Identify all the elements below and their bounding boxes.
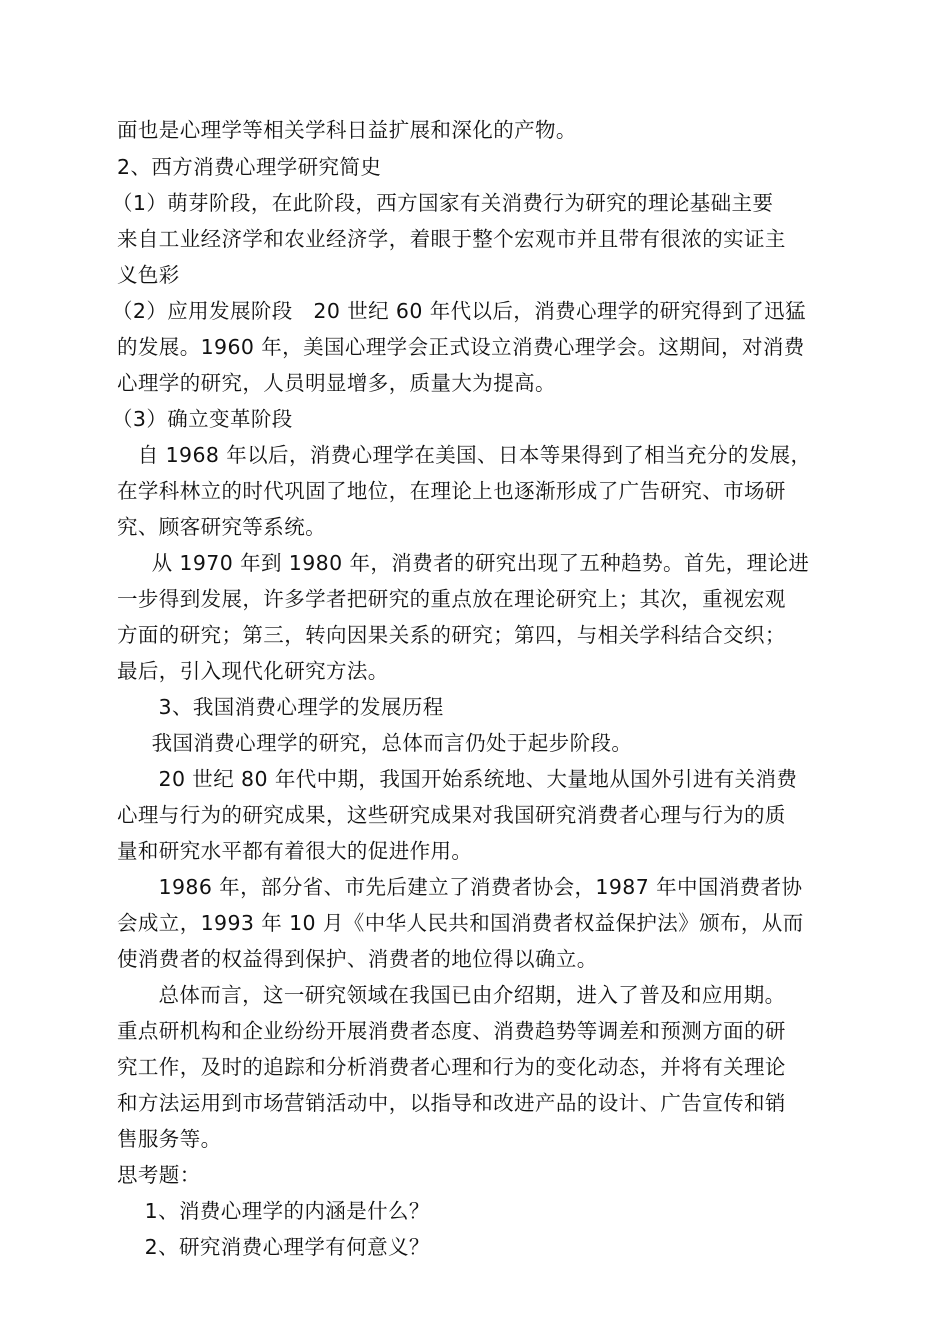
text-line: 量和研究水平都有着很大的促进作用。: [117, 839, 473, 863]
question-item: 2、研究消费心理学有何意义？: [117, 1235, 430, 1259]
text-line: 心理学的研究，人员明显增多，质量大为提高。: [117, 371, 556, 395]
text-line: 方面的研究；第三，转向因果关系的研究；第四，与相关学科结合交织；: [117, 623, 786, 647]
text-line: 和方法运用到市场营销活动中，以指导和改进产品的设计、广告宣传和销: [117, 1091, 786, 1115]
text-line: 总体而言，这一研究领域在我国已由介绍期，进入了普及和应用期。: [117, 983, 786, 1007]
subsection-heading: （3）确立变革阶段: [112, 407, 293, 431]
questions-heading: 思考题：: [117, 1163, 201, 1187]
text-line: 的发展。1960 年，美国心理学会正式设立消费心理学会。这期间，对消费: [117, 335, 805, 359]
text-line: 自 1968 年以后，消费心理学在美国、日本等果得到了相当充分的发展，: [117, 443, 812, 467]
text-line: 20 世纪 80 年代中期，我国开始系统地、大量地从国外引进有关消费: [117, 767, 798, 791]
text-line: 1986 年，部分省、市先后建立了消费者协会，1987 年中国消费者协: [117, 875, 803, 899]
question-item: 1、消费心理学的内涵是什么？: [117, 1199, 430, 1223]
text-line: 我国消费心理学的研究，总体而言仍处于起步阶段。: [117, 731, 633, 755]
text-line: （1）萌芽阶段，在此阶段，西方国家有关消费行为研究的理论基础主要: [112, 191, 774, 215]
section-heading: 2、西方消费心理学研究简史: [117, 155, 382, 179]
text-line: 来自工业经济学和农业经济学，着眼于整个宏观市并且带有很浓的实证主: [117, 227, 786, 251]
text-line: 最后，引入现代化研究方法。: [117, 659, 389, 683]
text-line: 从 1970 年到 1980 年，消费者的研究出现了五种趋势。首先，理论进: [117, 551, 810, 575]
text-line: 心理与行为的研究成果，这些研究成果对我国研究消费者心理与行为的质: [117, 803, 786, 827]
text-line: 售服务等。: [117, 1127, 222, 1151]
text-line: （2）应用发展阶段 20 世纪 60 年代以后，消费心理学的研究得到了迅猛: [112, 299, 806, 323]
text-line: 使消费者的权益得到保护、消费者的地位得以确立。: [117, 947, 598, 971]
text-line: 一步得到发展，许多学者把研究的重点放在理论研究上；其次，重视宏观: [117, 587, 786, 611]
text-line: 重点研机构和企业纷纷开展消费者态度、消费趋势等调差和预测方面的研: [117, 1019, 786, 1043]
section-heading: 3、我国消费心理学的发展历程: [117, 695, 444, 719]
text-line: 面也是心理学等相关学科日益扩展和深化的产物。: [117, 118, 577, 142]
text-line: 义色彩: [117, 263, 180, 287]
text-line: 在学科林立的时代巩固了地位，在理论上也逐渐形成了广告研究、市场研: [117, 479, 786, 503]
text-line: 会成立，1993 年 10 月《中华人民共和国消费者权益保护法》颁布，从而: [117, 911, 804, 935]
text-line: 究工作，及时的追踪和分析消费者心理和行为的变化动态，并将有关理论: [117, 1055, 786, 1079]
text-line: 究、顾客研究等系统。: [117, 515, 326, 539]
